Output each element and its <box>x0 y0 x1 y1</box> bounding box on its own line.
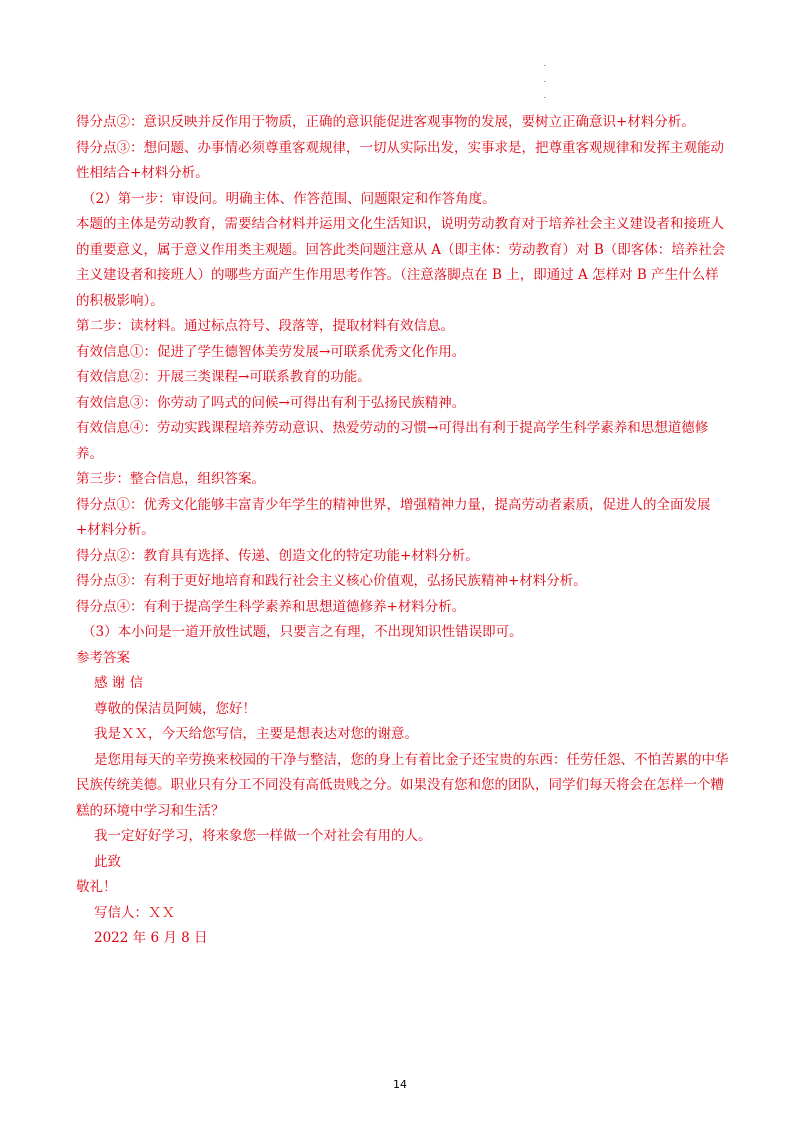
page-number: 14 <box>393 1078 407 1091</box>
part2-scoring-2: 得分点②：教育具有选择、传递、创造文化的特定功能+材料分析。 <box>76 547 479 564</box>
letter-salutation: 尊敬的保洁员阿姨，您好！ <box>94 700 256 717</box>
letter-paragraph-1: 我是ＸＸ，今天给您写信，主要是想表达对您的谢意。 <box>94 726 418 742</box>
header-marks <box>540 56 550 104</box>
letter-paragraph-3: 我一定好好学习，将来象您一样做一个对社会有用的人。 <box>94 828 432 844</box>
scoring-point-3: 得分点③：想问题、办事情必须尊重客观规律，一切从实际出发，实事求是，把尊重客观规律和发挥主观能动性相结合+材料分析。 <box>76 139 724 181</box>
answer-content <box>76 110 730 952</box>
part2-step2: 第二步：读材料。通过标点符号、段落等，提取材料有效信息。 <box>76 318 454 334</box>
reference-answer-label: 参考答案 <box>76 649 130 666</box>
part2-scoring-4: 得分点④：有利于提高学生科学素养和思想道德修养+材料分析。 <box>76 598 466 615</box>
letter-title: 感 谢 信 <box>94 675 144 691</box>
header-mark: . <box>543 60 547 68</box>
part2-step3: 第三步：整合信息，组织答案。 <box>76 471 265 487</box>
effective-info-3: 有效信息③：你劳动了吗式的问候→可得出有利于弘扬民族精神。 <box>76 394 466 411</box>
header-mark: . <box>543 92 547 100</box>
header-mark: . <box>543 76 547 84</box>
part2-analysis: 本题的主体是劳动教育，需要结合材料并运用文化生活知识，说明劳动教育对于培养社会主义建设者和接班人的重要意义，属于意义作用类主观题。回答此类问题注意从 A（即主体：劳动教育）对 B（即客体：培养社会主义建设者和接班人）的哪些方面产生作用思考作答。（注意落脚点在 B 上，即通过 A 怎样对 B 产生什么样的积极影响）。 <box>76 216 726 309</box>
part2-step1: （2）第一步：审设问。明确主体、作答范围、问题限定和作答角度。 <box>82 190 496 207</box>
part3-note: （3）本小问是一道开放性试题，只要言之有理，不出现知识性错误即可。 <box>82 624 523 640</box>
letter-date: 2022 年 6 月 8 日 <box>94 930 208 946</box>
part2-scoring-3: 得分点③：有利于更好地培育和践行社会主义核心价值观，弘扬民族精神+材料分析。 <box>76 573 587 589</box>
scoring-point-2: 得分点②：意识反映并反作用于物质，正确的意识能促进客观事物的发展，要树立正确意识+材料分析。 <box>76 114 695 130</box>
letter-closing-2: 敬礼！ <box>76 879 117 895</box>
effective-info-2: 有效信息②：开展三类课程→可联系教育的功能。 <box>76 369 371 385</box>
effective-info-1: 有效信息①：促进了学生德智体美劳发展→可联系优秀文化作用。 <box>76 343 466 360</box>
letter-closing-1: 此致 <box>94 853 121 870</box>
effective-info-4: 有效信息④：劳动实践课程培养劳动意识、热爱劳动的习惯→可得出有利于提高学生科学素养和思想道德修养。 <box>76 420 709 462</box>
letter-signature: 写信人：ＸＸ <box>94 904 175 921</box>
part2-scoring-1: 得分点①：优秀文化能够丰富青少年学生的精神世界，增强精神力量，提高劳动者素质，促进人的全面发展+材料分析。 <box>76 496 711 538</box>
letter-paragraph-2: 是您用每天的辛劳换来校园的干净与整洁，您的身上有着比金子还宝贵的东西：任劳任怨、不怕苦累的中华民族传统美德。职业只有分工不同没有高低贵贱之分。如果没有您和您的团队，同学们每天将会在怎样一个糟糕的环境中学习和生活？ <box>76 751 729 819</box>
